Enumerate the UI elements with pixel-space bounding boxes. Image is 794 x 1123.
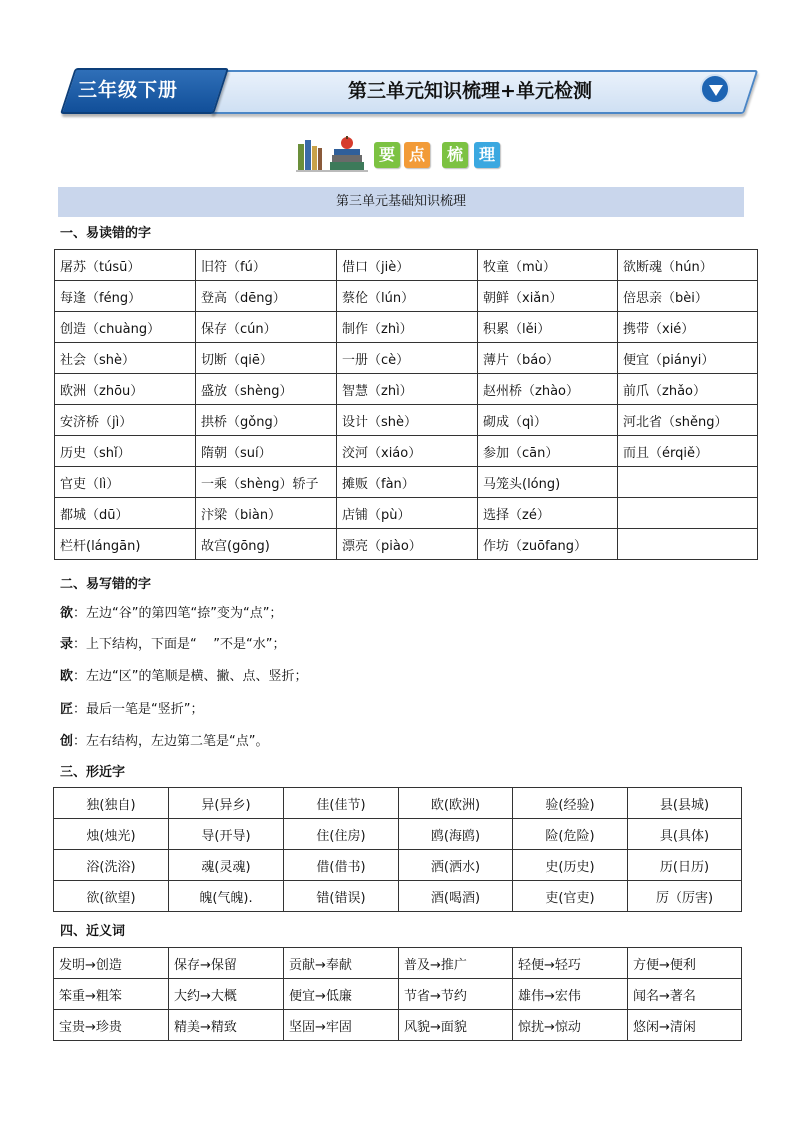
table-row [55, 312, 758, 343]
table-cell: 吏(官吏) [513, 881, 628, 912]
table-row [55, 405, 758, 436]
table-cell: 住(住房) [284, 819, 399, 850]
table-cell: 错(错误) [284, 881, 399, 912]
table-cell: 厉（厉害) [628, 881, 742, 912]
table-cell: 登高（dēng） [196, 281, 337, 312]
section-subtitle: 第三单元基础知识梳理 [58, 187, 744, 217]
part3-heading: 三、形近字 [60, 765, 126, 780]
document-title: 第三单元知识梳理+单元检测 [348, 80, 592, 102]
rule-character: 录 [60, 637, 74, 652]
table-cell: 故宫(gōng) [196, 529, 337, 560]
table-row [55, 374, 758, 405]
table-cell: 一册（cè） [337, 343, 478, 374]
table-cell: 屠苏（túsū） [55, 250, 196, 281]
table-row [54, 948, 742, 979]
table-cell: 欧(欧洲) [399, 788, 513, 819]
table-cell: 发明→创造 [54, 948, 169, 979]
table-cell: 店铺（pù） [337, 498, 478, 529]
table-cell: 魂(灵魂) [169, 850, 284, 881]
rule-character: 欧 [60, 669, 74, 684]
table-cell: 栏杆(lángān) [55, 529, 196, 560]
table-cell: 具(具体) [628, 819, 742, 850]
table-cell: 坚固→牢固 [284, 1010, 399, 1041]
table-cell: 历(日历) [628, 850, 742, 881]
table-cell [618, 498, 758, 529]
table-cell: 独(独自) [54, 788, 169, 819]
rule-character: 创 [60, 734, 74, 749]
table-cell: 旧符（fú） [196, 250, 337, 281]
rule-text: ：左边“谷”的第四笔“捺”变为“点”； [73, 606, 283, 621]
rule-text: ：上下结构，下面是“ ”不是“水”； [73, 637, 286, 652]
table-cell: 切断（qiē） [196, 343, 337, 374]
header-banner [60, 68, 742, 114]
table-cell [618, 529, 758, 560]
table-cell: 酒(喝酒) [399, 881, 513, 912]
keyword-char-3: 梳 [442, 142, 468, 168]
table-row [55, 498, 758, 529]
books-icon [296, 136, 368, 172]
table-cell: 倍思亲（bèi） [618, 281, 758, 312]
table-cell: 摊贩（fàn） [337, 467, 478, 498]
table-cell: 蔡伦（lún） [337, 281, 478, 312]
writing-rule [60, 636, 740, 654]
table-cell: 前爪（zhǎo） [618, 374, 758, 405]
table-row [55, 281, 758, 312]
table-row [55, 250, 758, 281]
table-cell: 朝鲜（xiǎn） [478, 281, 618, 312]
table-cell: 鸥(海鸥) [399, 819, 513, 850]
table-cell: 验(经验) [513, 788, 628, 819]
table-cell: 砌成（qì） [478, 405, 618, 436]
table-row [54, 881, 742, 912]
table-cell: 参加（cān） [478, 436, 618, 467]
table-cell: 安济桥（jì） [55, 405, 196, 436]
table-cell: 浴(洗浴) [54, 850, 169, 881]
table-cell: 普及→推广 [399, 948, 513, 979]
table-cell: 河北省（shěng） [618, 405, 758, 436]
table-cell: 精美→精致 [169, 1010, 284, 1041]
table-cell: 智慧（zhì） [337, 374, 478, 405]
part2-heading: 二、易写错的字 [60, 577, 152, 592]
table-cell: 携带（xié） [618, 312, 758, 343]
table-cell: 轻便→轻巧 [513, 948, 628, 979]
table-cell: 一乘（shèng）轿子 [196, 467, 337, 498]
table-cell: 保存（cún） [196, 312, 337, 343]
grade-label: 三年级下册 [78, 79, 179, 101]
table-cell: 汴梁（biàn） [196, 498, 337, 529]
chevron-down-circle-icon[interactable] [700, 74, 730, 104]
table-row [54, 850, 742, 881]
table-row [55, 436, 758, 467]
table-cell [618, 467, 758, 498]
table-cell: 隋朝（suí） [196, 436, 337, 467]
table-cell: 魄(气魄). [169, 881, 284, 912]
misread-chars-table [54, 249, 758, 560]
table-cell: 史(历史) [513, 850, 628, 881]
table-cell: 风貌→面貌 [399, 1010, 513, 1041]
table-row [54, 1010, 742, 1041]
table-cell: 洨河（xiáo） [337, 436, 478, 467]
writing-rule [60, 605, 740, 623]
table-cell: 设计（shè） [337, 405, 478, 436]
part1-heading: 一、易读错的字 [60, 226, 152, 241]
table-row [55, 467, 758, 498]
table-cell: 导(开导) [169, 819, 284, 850]
table-cell: 险(危险) [513, 819, 628, 850]
table-cell: 欲断魂（hún） [618, 250, 758, 281]
writing-rule [60, 733, 740, 751]
part4-heading: 四、近义词 [60, 924, 126, 939]
table-cell: 积累（lěi） [478, 312, 618, 343]
table-cell: 方便→便利 [628, 948, 742, 979]
table-cell: 都城（dū） [55, 498, 196, 529]
table-cell: 借口（jiè） [337, 250, 478, 281]
table-row [55, 343, 758, 374]
table-cell: 便宜（piányi） [618, 343, 758, 374]
table-cell: 马笼头(lóng) [478, 467, 618, 498]
table-cell: 宝贵→珍贵 [54, 1010, 169, 1041]
table-cell: 创造（chuàng） [55, 312, 196, 343]
table-cell: 牧童（mù） [478, 250, 618, 281]
table-row [54, 979, 742, 1010]
keyword-char-2: 点 [404, 142, 430, 168]
table-cell: 洒(洒水) [399, 850, 513, 881]
similar-chars-table [53, 787, 742, 912]
section-heading-graphic [296, 134, 506, 174]
table-cell: 闻名→著名 [628, 979, 742, 1010]
table-row [54, 788, 742, 819]
table-cell: 异(异乡) [169, 788, 284, 819]
keyword-char-4: 理 [474, 142, 500, 168]
table-row [55, 529, 758, 560]
table-cell: 佳(佳节) [284, 788, 399, 819]
table-cell: 悠闲→清闲 [628, 1010, 742, 1041]
table-cell: 节省→节约 [399, 979, 513, 1010]
table-cell: 惊扰→惊动 [513, 1010, 628, 1041]
table-cell: 薄片（báo） [478, 343, 618, 374]
table-cell: 漂亮（piào） [337, 529, 478, 560]
rule-text: ：左右结构，左边第二笔是“点”。 [73, 734, 269, 749]
table-cell: 笨重→粗笨 [54, 979, 169, 1010]
writing-rule [60, 701, 740, 719]
table-cell: 赵州桥（zhào） [478, 374, 618, 405]
table-cell: 每逢（féng） [55, 281, 196, 312]
table-cell: 而且（érqiě） [618, 436, 758, 467]
table-cell: 大约→大概 [169, 979, 284, 1010]
table-cell: 选择（zé） [478, 498, 618, 529]
table-cell: 盛放（shèng） [196, 374, 337, 405]
writing-rule [60, 668, 740, 686]
synonyms-table [53, 947, 742, 1041]
table-cell: 烛(烛光) [54, 819, 169, 850]
table-cell: 历史（shǐ） [55, 436, 196, 467]
table-cell: 县(县城) [628, 788, 742, 819]
rule-character: 欲 [60, 606, 74, 621]
table-cell: 社会（shè） [55, 343, 196, 374]
table-cell: 作坊（zuōfang） [478, 529, 618, 560]
table-cell: 贡献→奉献 [284, 948, 399, 979]
table-cell: 保存→保留 [169, 948, 284, 979]
rule-text: ：最后一笔是“竖折”； [73, 702, 204, 717]
table-cell: 便宜→低廉 [284, 979, 399, 1010]
table-cell: 制作（zhì） [337, 312, 478, 343]
table-cell: 官吏（lì） [55, 467, 196, 498]
table-row [54, 819, 742, 850]
rule-text: ：左边“区”的笔顺是横、撇、点、竖折； [73, 669, 308, 684]
table-cell: 雄伟→宏伟 [513, 979, 628, 1010]
table-cell: 欲(欲望) [54, 881, 169, 912]
rule-character: 匠 [60, 702, 74, 717]
table-cell: 拱桥（gǒng） [196, 405, 337, 436]
table-cell: 借(借书) [284, 850, 399, 881]
table-cell: 欧洲（zhōu） [55, 374, 196, 405]
keyword-char-1: 要 [374, 142, 400, 168]
